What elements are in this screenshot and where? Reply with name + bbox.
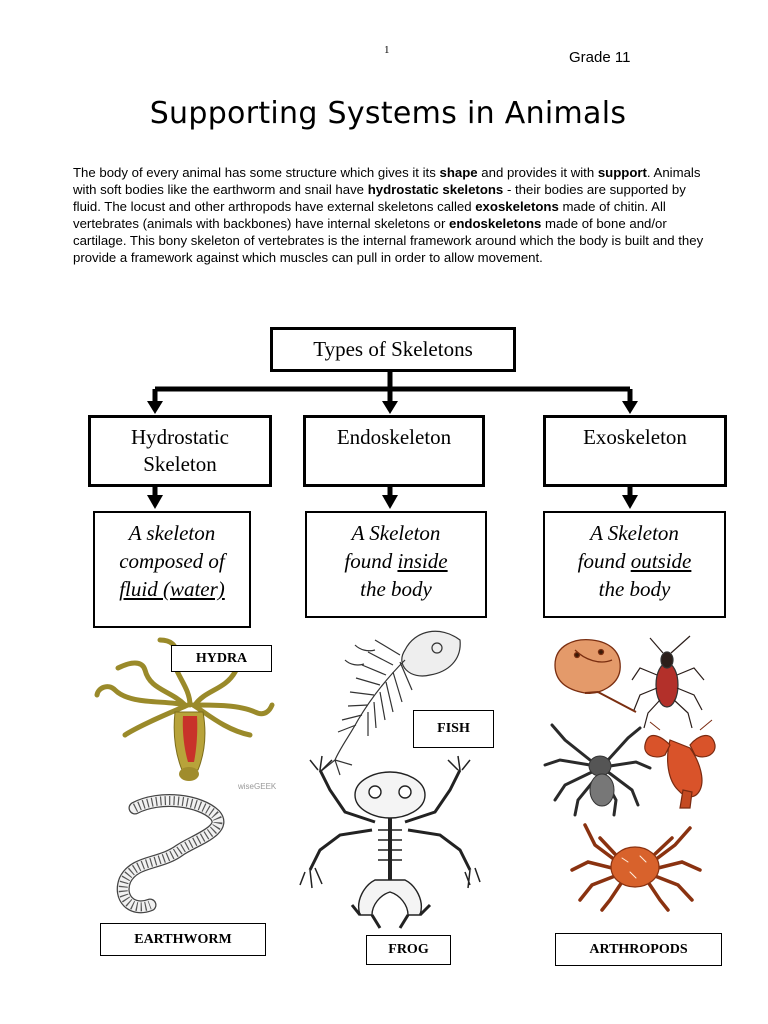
lobster-illustration	[645, 720, 715, 808]
exoskeleton-title: Exoskeleton	[583, 425, 687, 449]
frog-skeleton-illustration	[300, 756, 480, 928]
exoskeleton-box	[543, 415, 727, 487]
spider-illustration	[545, 725, 650, 815]
hydrostatic-skeleton-box	[88, 415, 272, 487]
endoskeleton-definition	[305, 511, 487, 618]
exoskeleton-definition	[543, 511, 726, 618]
page-number: 1	[384, 44, 390, 56]
fish-skeleton-illustration	[320, 631, 460, 775]
hydrostatic-def-line2: composed of	[119, 549, 225, 573]
frog-label: FROG	[366, 935, 451, 965]
hydrostatic-title-line2: Skeleton	[143, 452, 217, 476]
endoskeleton-box	[303, 415, 485, 487]
hydra-label: HYDRA	[171, 645, 272, 672]
hydrostatic-definition	[93, 511, 251, 628]
hydrostatic-def-line3: fluid (water)	[119, 577, 225, 601]
wisegeek-watermark: wiseGEEK	[238, 782, 277, 791]
bug-illustration	[632, 636, 704, 728]
exoskeleton-def-line3: the body	[598, 577, 671, 601]
earthworm-label: EARTHWORM	[100, 923, 266, 956]
endoskeleton-def-line1: A Skeleton	[351, 521, 441, 545]
endoskeleton-def-line2: found inside	[344, 549, 448, 573]
page-title: Supporting Systems in Animals	[149, 96, 627, 131]
endoskeleton-def-line3: the body	[360, 577, 432, 601]
intro-paragraph: The body of every animal has some structure which gives it its shape and provides it with support. Animals with soft bodies like the earthworm and snail have hydrostatic skeletons - their bodies are supported by fluid. The locust and other arthropods have external skeletons called exoskeletons made of chitin. All vertebrates (animals with backbones) have internal skeletons or endoskeletons made of bone and/or cartilage. This bony skeleton of vertebrates is the internal framework around which the body is built and they provide a framework against which muscles can pull in order to allow movement.	[73, 165, 704, 265]
crab-illustration	[572, 825, 700, 910]
endoskeleton-title: Endoskeleton	[336, 425, 452, 449]
earthworm-illustration	[123, 801, 218, 907]
exoskeleton-def-line2: found outside	[577, 549, 692, 573]
grade-label: Grade 11	[569, 49, 631, 66]
hydrostatic-title-line1: Hydrostatic	[131, 425, 229, 449]
types-of-skeletons-box: Types of Skeletons	[270, 327, 516, 372]
horseshoe-crab-illustration	[555, 640, 636, 712]
arthropods-label: ARTHROPODS	[555, 933, 722, 966]
exoskeleton-def-line1: A Skeleton	[590, 521, 679, 545]
fish-label: FISH	[413, 710, 494, 748]
hydrostatic-def-line1: A skeleton	[128, 521, 216, 545]
